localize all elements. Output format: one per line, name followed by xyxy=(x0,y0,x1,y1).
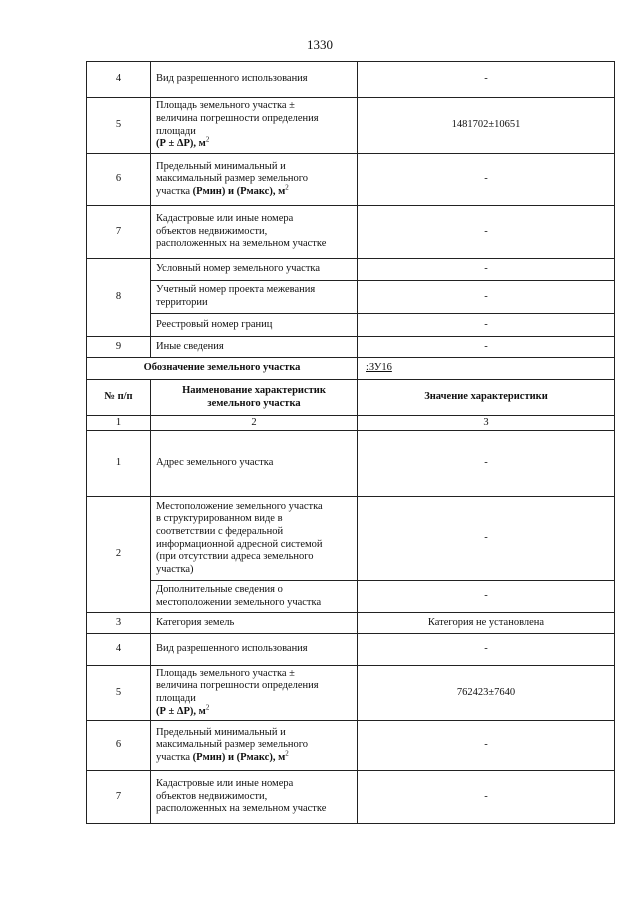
table-row xyxy=(87,431,615,497)
table-row xyxy=(87,337,615,358)
row-label: Адрес земельного участка xyxy=(151,431,358,497)
row-number: 7 xyxy=(87,206,151,259)
row-label: Реестровый номер границ xyxy=(151,314,358,337)
table-row xyxy=(87,314,615,337)
header-number: № п/п xyxy=(87,380,151,416)
row-number: 4 xyxy=(87,634,151,666)
row-label: Иные сведения xyxy=(151,337,358,358)
row-value: - xyxy=(358,497,615,581)
row-number: 6 xyxy=(87,721,151,771)
designation-label: Обозначение земельного участка xyxy=(87,358,358,380)
table-row xyxy=(87,613,615,634)
row-value: - xyxy=(358,771,615,824)
row-number: 1 xyxy=(87,431,151,497)
row-value: 1481702±10651 xyxy=(358,98,615,154)
row-label: Учетный номер проекта межевания территории xyxy=(151,281,358,314)
column-index: 2 xyxy=(151,416,358,431)
row-label: Категория земель xyxy=(151,613,358,634)
row-number: 6 xyxy=(87,154,151,206)
header-value: Значение характеристики xyxy=(358,380,615,416)
land-plot-table xyxy=(86,61,615,824)
row-value: - xyxy=(358,431,615,497)
table-row xyxy=(87,721,615,771)
row-label: Предельный минимальный и максимальный размер земельного участка (Рмин) и (Рмакс), $м^2$ xyxy=(151,721,358,771)
row-value: - xyxy=(358,337,615,358)
row-label: Вид разрешенного использования xyxy=(151,62,358,98)
column-index: 3 xyxy=(358,416,615,431)
row-number: 4 xyxy=(87,62,151,98)
table-row xyxy=(87,62,615,98)
table-row xyxy=(87,497,615,581)
table-row xyxy=(87,281,615,314)
row-value: 762423±7640 xyxy=(358,666,615,721)
table-row xyxy=(87,666,615,721)
row-label: Кадастровые или иные номера объектов недвижимости, расположенных на земельном участке xyxy=(151,206,358,259)
page-number: 1330 xyxy=(307,37,333,52)
row-label: Дополнительные сведения о местоположении земельного участка xyxy=(151,581,358,613)
column-index: 1 xyxy=(87,416,151,431)
row-value: - xyxy=(358,62,615,98)
row-value: - xyxy=(358,721,615,771)
table-row xyxy=(87,98,615,154)
table-row xyxy=(87,581,615,613)
table-row xyxy=(87,259,615,281)
row-label: Площадь земельного участка ± величина погрешности определения площади (Р ± ΔР), $м^2$ xyxy=(151,98,358,154)
row-number: 2 xyxy=(87,497,151,613)
table-row xyxy=(87,634,615,666)
row-value: Категория не установлена xyxy=(358,613,615,634)
row-label: Кадастровые или иные номера объектов недвижимости, расположенных на земельном участке xyxy=(151,771,358,824)
row-label: Условный номер земельного участка xyxy=(151,259,358,281)
row-number: 3 xyxy=(87,613,151,634)
column-index-row xyxy=(87,416,615,431)
row-number: 9 xyxy=(87,337,151,358)
table-row xyxy=(87,206,615,259)
designation-value: :ЗУ16 xyxy=(358,358,615,380)
row-label: Площадь земельного участка ± величина погрешности определения площади (Р ± ΔР), $м^2$ xyxy=(151,666,358,721)
table-row xyxy=(87,771,615,824)
row-value: - xyxy=(358,259,615,281)
row-value: - xyxy=(358,281,615,314)
row-label: Местоположение земельного участка в структурированном виде в соответствии с федеральной информационной адресной системой (при отсутствии адреса земельного участка) xyxy=(151,497,358,581)
row-number: 5 xyxy=(87,98,151,154)
row-value: - xyxy=(358,581,615,613)
table-row xyxy=(87,154,615,206)
header-name: Наименование характеристик земельного участка xyxy=(151,380,358,416)
row-value: - xyxy=(358,206,615,259)
row-value: - xyxy=(358,154,615,206)
designation-row xyxy=(87,358,615,380)
row-number: 5 xyxy=(87,666,151,721)
row-number: 8 xyxy=(87,259,151,337)
row-value: - xyxy=(358,634,615,666)
row-number: 7 xyxy=(87,771,151,824)
row-label: Вид разрешенного использования xyxy=(151,634,358,666)
row-value: - xyxy=(358,314,615,337)
row-label: Предельный минимальный и максимальный размер земельного участка (Рмин) и (Рмакс), $м^2$ xyxy=(151,154,358,206)
header-row xyxy=(87,380,615,416)
